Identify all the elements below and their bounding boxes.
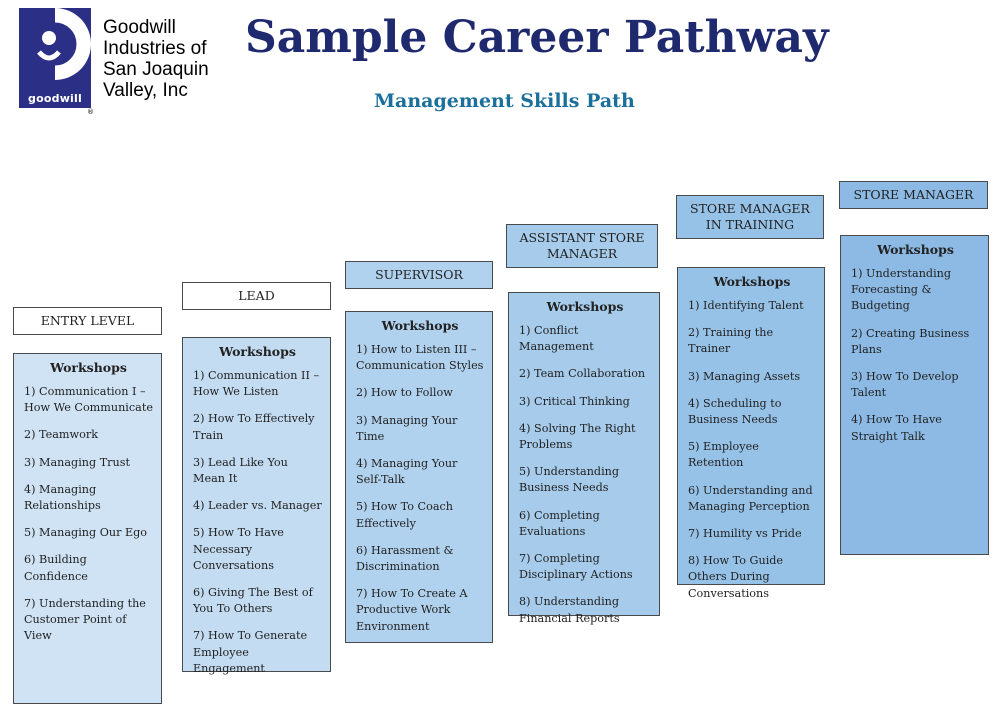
- page-title: Sample Career Pathway: [245, 12, 829, 63]
- workshop-item: 4) Managing Relationships: [24, 482, 101, 513]
- level-title-line: ENTRY LEVEL: [40, 313, 135, 328]
- level-title-line: LEAD: [238, 288, 275, 303]
- logo-wordmark: goodwill: [28, 92, 82, 105]
- workshops-heading: Workshops: [877, 242, 954, 257]
- workshop-item: 7) How To Generate Employee Engagement: [193, 629, 308, 675]
- level-title-assistant-store-manager: [506, 224, 658, 268]
- level-title-line: STORE MANAGER: [690, 201, 810, 216]
- goodwill-smiling-g-icon: [19, 8, 91, 90]
- registered-mark: ®: [87, 108, 94, 116]
- level-title-store-manager-in-training: [676, 195, 824, 239]
- org-name-line: Valley, Inc: [103, 80, 188, 101]
- org-name-line: San Joaquin: [103, 59, 209, 80]
- goodwill-logo: [19, 8, 91, 108]
- workshop-item: 5) How To Have Necessary Conversations: [193, 526, 284, 572]
- workshop-item: 7) How To Create A Productive Work Environment: [356, 587, 468, 633]
- workshop-box-store-manager: [840, 235, 989, 555]
- workshop-item: 4) Scheduling to Business Needs: [688, 396, 782, 427]
- workshop-item: 3) Lead Like You Mean It: [193, 455, 288, 486]
- workshop-item: 8) Understanding Financial Reports: [519, 595, 620, 625]
- workshops-heading: Workshops: [546, 299, 624, 314]
- level-title-line: STORE MANAGER: [853, 187, 974, 202]
- workshops-heading: Workshops: [381, 318, 459, 333]
- workshop-item: 2) Team Collaboration: [519, 367, 646, 381]
- workshop-box-assistant-store-manager: [508, 292, 660, 625]
- workshop-item: 6) Giving The Best of You To Others: [193, 586, 313, 616]
- workshop-item: 2) How to Follow: [356, 386, 453, 400]
- level-title-lead: [182, 282, 331, 310]
- level-title-line: SUPERVISOR: [375, 267, 463, 282]
- workshop-item: 5) Employee Retention: [688, 440, 759, 470]
- workshop-item: 7) Completing Disciplinary Actions: [519, 552, 633, 582]
- workshop-item: 7) Humility vs Pride: [688, 527, 802, 541]
- workshop-item: 1) How to Listen III – Communication Styles: [356, 343, 484, 373]
- workshop-box-entry-level: [13, 353, 162, 704]
- workshops-heading: Workshops: [50, 360, 127, 375]
- workshop-item: 2) Training the Trainer: [688, 326, 774, 356]
- workshop-item: 6) Completing Evaluations: [519, 508, 600, 538]
- level-title-line: MANAGER: [546, 246, 618, 261]
- workshop-item: 3) Critical Thinking: [519, 394, 630, 408]
- workshops-heading: Workshops: [219, 344, 296, 359]
- workshop-item: 4) Managing Your Self-Talk: [356, 457, 458, 487]
- workshop-item: 3) Managing Assets: [688, 369, 801, 383]
- workshop-item: 7) Understanding the Customer Point of View: [24, 596, 146, 643]
- workshop-item: 8) How To Guide Others During Conversations: [688, 554, 784, 600]
- workshop-item: 1) Conflict Management: [519, 324, 594, 354]
- workshop-item: 1) Identifying Talent: [688, 299, 804, 312]
- workshops-heading: Workshops: [713, 274, 791, 289]
- workshop-item: 1) Communication II – How We Listen: [193, 369, 320, 399]
- workshop-item: 1) Communication I – How We Communicate: [24, 385, 153, 415]
- workshop-item: 2) Creating Business Plans: [851, 326, 970, 356]
- workshop-box-supervisor: [345, 311, 493, 643]
- level-title-supervisor: [345, 261, 493, 289]
- workshop-item: 4) Leader vs. Manager: [193, 499, 322, 513]
- page-subtitle: Management Skills Path: [374, 90, 635, 112]
- level-title-store-manager: [839, 181, 988, 209]
- workshop-item: 6) Harassment & Discrimination: [356, 543, 454, 574]
- org-name-line: Goodwill: [103, 17, 176, 38]
- level-title-entry-level: [13, 307, 162, 335]
- workshop-item: 2) How To Effectively Train: [193, 412, 315, 442]
- organization-name: [103, 17, 233, 101]
- workshop-item: 5) Understanding Business Needs: [519, 465, 620, 495]
- workshop-item: 6) Understanding and Managing Perception: [688, 483, 813, 513]
- workshop-item: 3) Managing Your Time: [356, 413, 458, 443]
- org-name-line: Industries of: [103, 38, 207, 59]
- workshop-item: 4) Solving The Right Problems: [519, 421, 636, 452]
- level-title-line: IN TRAINING: [705, 217, 795, 232]
- workshop-item: 3) How To Develop Talent: [851, 370, 959, 400]
- workshop-item: 1) Understanding Forecasting & Budgeting: [851, 267, 952, 313]
- workshop-item: 6) Building Confidence: [24, 553, 88, 583]
- workshop-item: 2) Teamwork: [24, 428, 98, 442]
- workshop-item: 4) How To Have Straight Talk: [851, 413, 942, 443]
- workshop-box-lead: [182, 337, 331, 675]
- workshop-box-store-manager-in-training: [677, 267, 825, 600]
- workshop-item: 5) How To Coach Effectively: [356, 500, 453, 530]
- workshop-item: 5) Managing Our Ego: [24, 526, 148, 540]
- level-title-line: ASSISTANT STORE: [519, 230, 645, 245]
- workshop-item: 3) Managing Trust: [24, 455, 130, 469]
